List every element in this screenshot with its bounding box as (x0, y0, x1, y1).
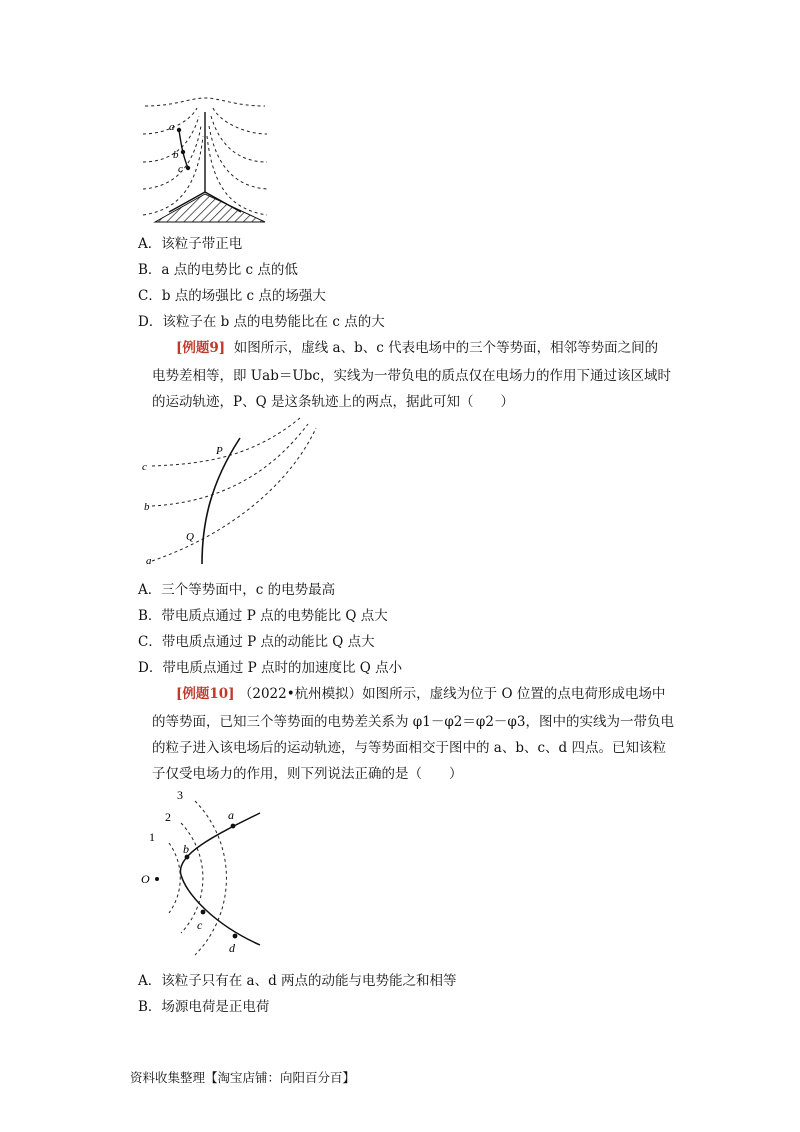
ex9-option-b: B．带电质点通过 P 点的电势能比 Q 点大 (138, 608, 388, 624)
point-a (231, 824, 236, 829)
label-a: a (169, 121, 175, 133)
figure-equipotential-pq (140, 414, 320, 569)
example10-line1 (176, 684, 665, 704)
ex9-option-d: D．带电质点通过 P 点时的加速度比 Q 点小 (138, 660, 403, 676)
point-c (201, 910, 206, 915)
example9-line2: 电势差相等，即 Uab＝Ubc，实线为一带负电的质点仅在电场力的作用下通过该区域时 (152, 368, 671, 384)
label-a: a (228, 808, 234, 822)
q8-option-b: B．a 点的电势比 c 点的低 (138, 262, 298, 278)
label-b: b (173, 149, 179, 161)
ex10-option-a: A．该粒子只有在 a、d 两点的动能与电势能之和相等 (138, 973, 457, 989)
figure-field-lines (135, 92, 275, 227)
label-d: d (229, 941, 235, 955)
example9-line1 (176, 338, 658, 358)
label-a: a (146, 555, 152, 567)
label-c: c (178, 163, 183, 175)
point-d (233, 934, 238, 939)
example10-line2: 的等势面，已知三个等势面的电势差关系为 φ1－φ2＝φ2－φ3，图中的实线为一带负电 (152, 714, 674, 730)
label-c: c (142, 461, 147, 473)
example10-line3: 的粒子进入该电场后的运动轨迹，与等势面相交于图中的 a、b、c、d 四点。已知该粒 (152, 740, 666, 756)
point-c (186, 166, 190, 170)
point-b (181, 150, 185, 154)
example9-tag: [例题9] (176, 340, 226, 356)
equipotential-c (152, 418, 300, 466)
q8-option-c: C．b 点的场强比 c 点的场强大 (138, 288, 326, 304)
point-o (155, 877, 159, 881)
figure-point-charge (135, 785, 275, 960)
q8-option-d: D．该粒子在 b 点的电势能比在 c 点的大 (138, 314, 385, 330)
label-3: 3 (177, 788, 183, 802)
trajectory (180, 813, 260, 945)
label-o: O (141, 872, 150, 886)
label-2: 2 (165, 810, 171, 824)
example9-text1: 如图所示，虚线 a、b、c 代表电场中的三个等势面，相邻等势面之间的 (233, 340, 659, 356)
ex9-option-c: C．带电质点通过 P 点的动能比 Q 点大 (138, 634, 375, 650)
equipotential-b (152, 424, 308, 506)
label-b: b (183, 842, 189, 856)
label-c: c (197, 918, 203, 932)
equipotential-2 (181, 823, 203, 933)
example10-text1: （2022•杭州模拟）如图所示，虚线为位于 O 位置的点电荷形成电场中 (238, 686, 666, 702)
footer-note: 资料收集整理【淘宝店铺：向阳百分百】 (130, 1070, 356, 1085)
example9-line3: 的运动轨迹，P、Q 是这条轨迹上的两点，据此可知（ ） (152, 394, 514, 410)
equipotential-1 (169, 843, 180, 913)
example10-line4: 子仅受电场力的作用，则下列说法正确的是（ ） (152, 766, 463, 782)
q8-option-a: A．该粒子带正电 (138, 236, 243, 252)
label-q: Q (186, 531, 194, 543)
label-1: 1 (149, 830, 155, 844)
ex9-option-a: A．三个等势面中，c 的电势最高 (138, 582, 336, 598)
label-b: b (144, 501, 150, 513)
example10-tag: [例题10] (176, 686, 235, 702)
label-p: P (216, 445, 223, 457)
point-a (177, 128, 181, 132)
ex10-option-b: B．场源电荷是正电荷 (138, 999, 270, 1015)
